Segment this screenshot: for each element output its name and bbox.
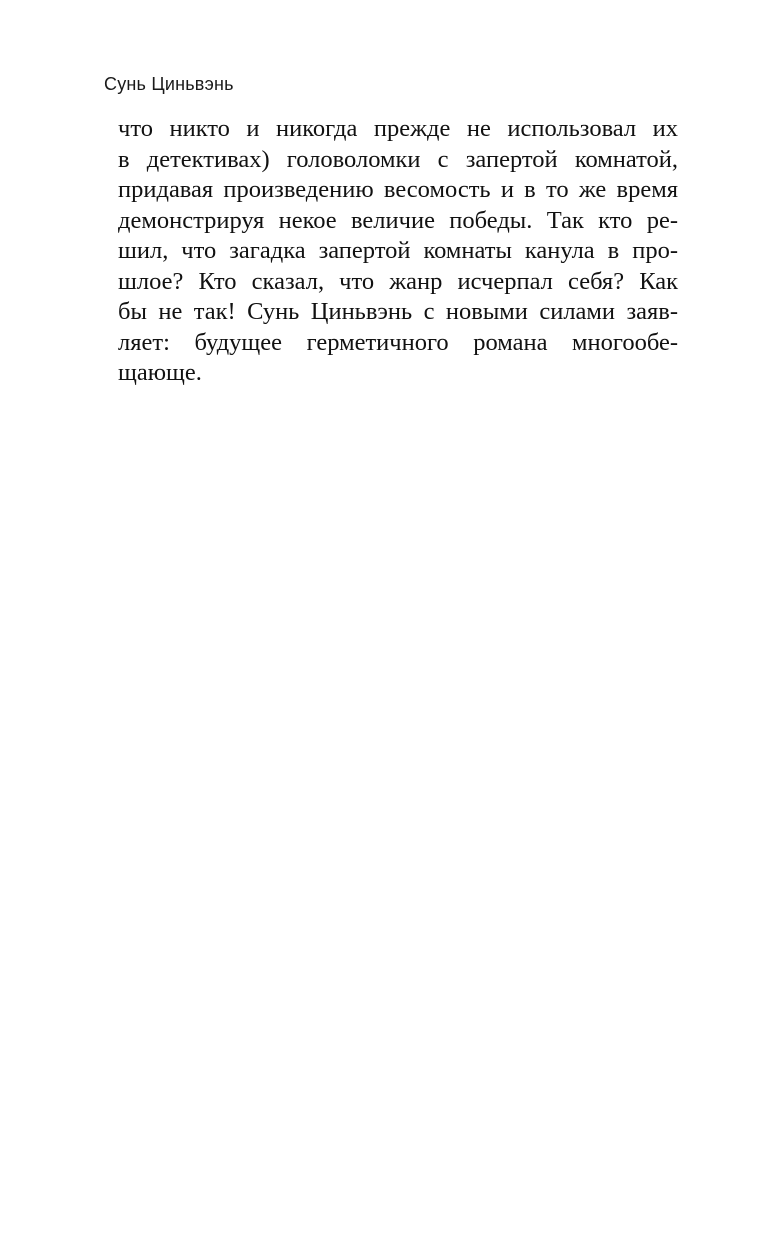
text-line: бы не так! Сунь Циньвэнь с новыми силами заяв- xyxy=(118,298,678,325)
body-paragraph xyxy=(118,114,678,389)
text-line: демонстрируя некое величие победы. Так кто ре- xyxy=(118,206,678,234)
text-line: в детективах) головоломки с запертой комнатой, xyxy=(118,145,678,173)
text-line: что никто и никогда прежде не использовал их xyxy=(118,115,678,142)
text-line: придавая произведению весомость и в то же время xyxy=(118,176,678,203)
text-line: шил, что загадка запертой комнаты канула в про- xyxy=(118,237,678,264)
text-line: шлое? Кто сказал, что жанр исчерпал себя? Как xyxy=(118,267,678,295)
running-head-author: Сунь Циньвэнь xyxy=(104,74,234,94)
text-line: щающе. xyxy=(118,359,202,386)
text-line: ляет: будущее герметичного романа многообе- xyxy=(118,328,678,356)
